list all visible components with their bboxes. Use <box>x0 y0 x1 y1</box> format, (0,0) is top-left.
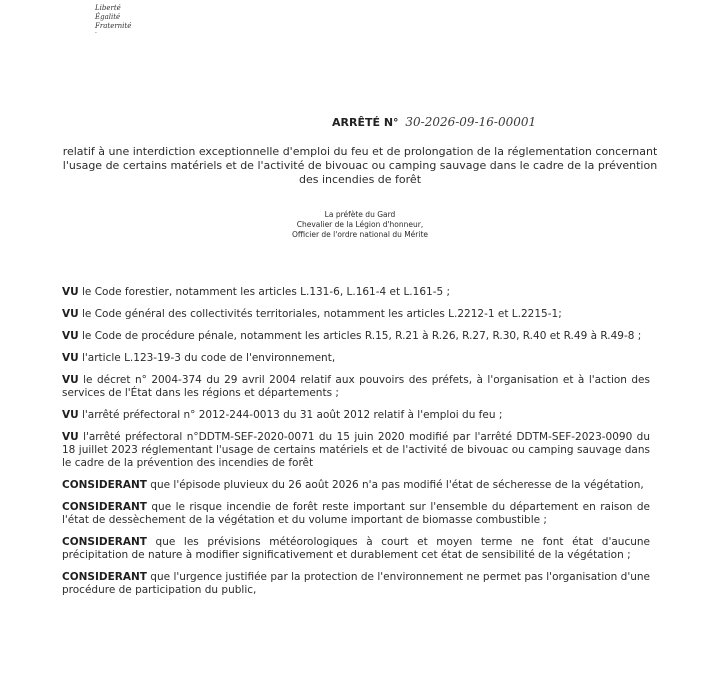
prefect-block <box>200 210 520 240</box>
clause-paragraph <box>62 286 650 299</box>
clause-paragraph <box>62 352 650 365</box>
clause-keyword: VU <box>62 431 79 443</box>
title-label: ARRÊTÉ N° <box>332 116 399 129</box>
clause-text: le Code forestier, notamment les articles L.131-6, L.161-4 et L.161-5 ; <box>78 286 451 298</box>
clause-paragraph <box>62 501 650 527</box>
handwritten-decree-number: 30-2026-09-16-00001 <box>405 115 537 129</box>
clause-paragraph <box>62 330 650 343</box>
motto-dot: · <box>95 30 97 37</box>
clause-text: l'article L.123-19-3 du code de l'environnement, <box>78 352 336 364</box>
motto-liberte: Liberté <box>95 4 121 12</box>
clause-paragraph <box>62 308 650 321</box>
clause-keyword: VU <box>62 374 79 386</box>
document-subtitle: relatif à une interdiction exceptionnelle d'emploi du feu et de prolongation de la réglementation concernant l'usage de certains matériels et de l'activité de bivouac ou camping sauvage dans le cadre de la prévention des incendies de forêt <box>62 145 658 186</box>
clause-text: le Code général des collectivités territoriales, notamment les articles L.2212-1 et L.2215-1; <box>78 308 562 320</box>
clause-paragraph <box>62 571 650 597</box>
clause-keyword: VU <box>62 352 79 364</box>
motto-egalite: Égalité <box>95 13 121 21</box>
clause-text: que les prévisions météorologiques à court et moyen terme ne font état d'aucune précipitation de nature à modifier significativement et durablement cet état de sensibilité de la végétation ; <box>62 536 650 561</box>
clause-paragraph <box>62 409 650 422</box>
clause-text: le Code de procédure pénale, notamment les articles R.15, R.21 à R.26, R.27, R.30, R.40 et R.49 à R.49-8 ; <box>78 330 642 342</box>
clause-keyword: CONSIDERANT <box>62 501 147 513</box>
clause-paragraph <box>62 431 650 470</box>
clause-paragraph <box>62 374 650 400</box>
clause-paragraph <box>62 479 650 492</box>
prefect-line-1: La préfète du Gard <box>324 210 396 219</box>
prefecture-name-fragment <box>95 0 150 1</box>
clause-keyword: VU <box>62 409 79 421</box>
clause-keyword: VU <box>62 286 79 298</box>
clause-keyword: CONSIDERANT <box>62 571 147 583</box>
document-title <box>332 115 536 129</box>
clause-text: l'arrêté préfectoral n° 2012-244-0013 du 31 août 2012 relatif à l'emploi du feu ; <box>78 409 503 421</box>
header-motto <box>95 0 150 37</box>
clause-paragraph <box>62 536 650 562</box>
prefect-line-2: Chevalier de la Légion d'honneur, <box>296 220 424 229</box>
motto-fraternite: Fraternité <box>95 22 132 30</box>
clause-keyword: CONSIDERANT <box>62 536 147 548</box>
clause-text: le décret n° 2004-374 du 29 avril 2004 relatif aux pouvoirs des préfets, à l'organisation et à l'action des services de l'État dans les régions et départements ; <box>62 374 650 399</box>
clause-keyword: VU <box>62 330 79 342</box>
clause-text: l'arrêté préfectoral n°DDTM-SEF-2020-0071 du 15 juin 2020 modifié par l'arrêté DDTM-SEF-2023-0090 du 18 juillet 2023 réglementant l'usage de certains matériels et de l'activité de bivouac ou camping sauvage dans le cadre de la prévention des incendies de forêt <box>62 431 650 469</box>
clause-text: que l'urgence justifiée par la protection de l'environnement ne permet pas l'organisation d'une procédure de participation du public, <box>62 571 650 596</box>
clauses-list <box>62 286 650 606</box>
clause-keyword: VU <box>62 308 79 320</box>
clause-text: que le risque incendie de forêt reste important sur l'ensemble du département en raison de l'état de dessèchement de la végétation et du volume important de biomasse combustible ; <box>62 501 650 526</box>
clause-text: que l'épisode pluvieux du 26 août 2026 n'a pas modifié l'état de sécheresse de la végétation, <box>146 479 644 491</box>
prefect-line-3: Officier de l'ordre national du Mérite <box>291 230 429 239</box>
clause-keyword: CONSIDERANT <box>62 479 147 491</box>
